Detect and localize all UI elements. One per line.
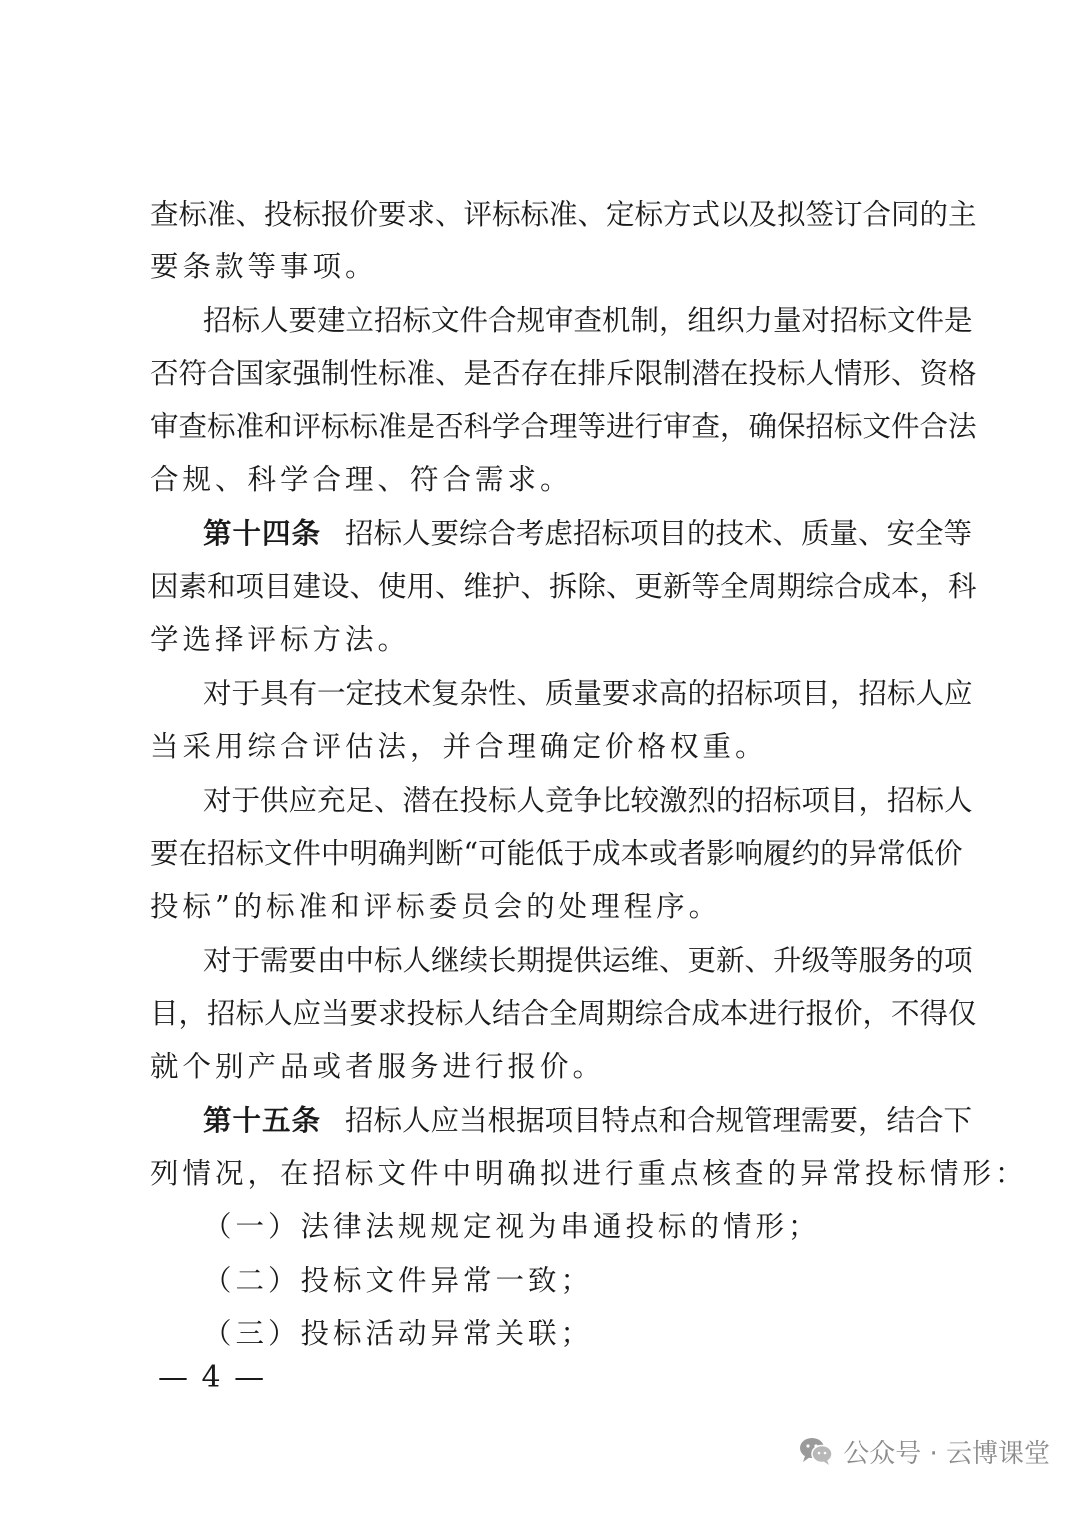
text-line [0,720,1080,774]
line-text: 招标人要综合考虑招标项目的技术、质量、安全等 [345,517,973,550]
text-line [0,1040,1080,1094]
text-line [0,880,1080,934]
paragraph-first-line [0,774,1080,828]
list-item [0,1307,1080,1361]
text-line [0,347,1080,401]
article-14-line [203,507,973,561]
list-item [0,1254,1080,1308]
article-14-first-line [0,507,1080,561]
wechat-icon [799,1436,833,1466]
line-text: 投标”的标准和评标委员会的处理程序。 [150,890,722,923]
watermark [799,1431,1050,1471]
text-line [0,453,1080,507]
line-text: 当采用综合评估法，并合理确定价格权重。 [150,730,768,763]
paragraph-first-line [0,294,1080,348]
line-text: 对于需要由中标人继续长期提供运维、更新、升级等服务的项 [203,944,973,977]
text-line [0,987,1080,1041]
text-line [0,560,1080,614]
line-text: 目，招标人应当要求投标人结合全周期综合成本进行报价，不得仅 [150,997,977,1030]
line-text: 对于具有一定技术复杂性、质量要求高的招标项目，招标人应 [203,677,973,710]
line-text: 列情况，在招标文件中明确拟进行重点核查的异常投标情形： [150,1157,1028,1190]
text-line [0,400,1080,454]
line-text: 要条款等事项。 [150,250,378,283]
paragraph-first-line [0,667,1080,721]
line-text: 招标人要建立招标文件合规审查机制，组织力量对招标文件是 [203,304,973,337]
line-text: 审查标准和评标标准是否科学合理等进行审查，确保招标文件合法 [150,410,977,443]
text-line [0,188,1080,242]
article-15-label: 第十五条 [203,1104,322,1137]
line-text: 查标准、投标报价要求、评标标准、定标方式以及拟签订合同的主 [150,198,977,231]
text-line [0,1147,1080,1201]
line-text: 招标人应当根据项目特点和合规管理需要，结合下 [345,1104,973,1137]
page-number: — 4 — [158,1360,267,1395]
line-text: 学选择评标方法。 [150,623,411,656]
line-text: 因素和项目建设、使用、维护、拆除、更新等全周期综合成本，科 [150,570,977,603]
line-text: 要在招标文件中明确判断“可能低于成本或者影响履约的异常低价 [150,837,963,870]
line-text: 合规、科学合理、符合需求。 [150,463,573,496]
article-14-label: 第十四条 [203,517,322,550]
paragraph-first-line [0,934,1080,988]
list-item-text: （三）投标活动异常关联； [203,1317,594,1350]
line-text: 否符合国家强制性标准、是否存在排斥限制潜在投标人情形、资格 [150,357,977,390]
text-line [0,827,1080,881]
line-text: 就个别产品或者服务进行报价。 [150,1050,606,1083]
article-15-first-line [0,1094,1080,1148]
watermark-text: 公众号 · 云博课堂 [843,1438,1050,1469]
text-line [0,240,1080,294]
list-item-text: （二）投标文件异常一致； [203,1264,594,1297]
article-15-line [203,1094,973,1148]
text-line [0,613,1080,667]
line-text: 对于供应充足、潜在投标人竞争比较激烈的招标项目，招标人 [203,784,973,817]
list-item-text: （一）法律法规规定视为串通投标的情形； [203,1210,821,1243]
list-item [0,1200,1080,1254]
